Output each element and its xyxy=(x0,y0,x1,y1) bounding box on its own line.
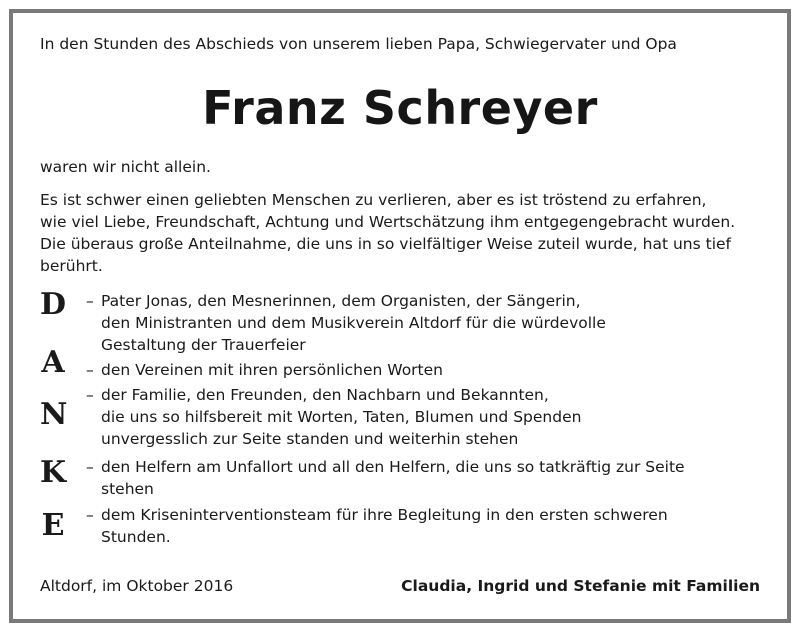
danke-letter-k: K xyxy=(40,455,67,490)
item-line: Gestaltung der Trauerfeier xyxy=(101,336,306,354)
signature: Claudia, Ingrid und Stefanie mit Familien xyxy=(401,577,760,595)
place-date: Altdorf, im Oktober 2016 xyxy=(40,577,234,595)
item-line: stehen xyxy=(101,480,154,498)
item-line: dem Kriseninterventionsteam für ihre Begleitung in den ersten schweren xyxy=(101,506,668,524)
thanks-paragraph xyxy=(40,189,735,277)
danke-item-n xyxy=(86,384,581,450)
item-line: Pater Jonas, den Mesnerinnen, dem Organisten, der Sängerin, xyxy=(101,292,581,310)
danke-letter-e: E xyxy=(41,508,65,543)
dash: – xyxy=(86,506,94,524)
dash: – xyxy=(86,386,94,404)
item-line: Stunden. xyxy=(101,528,171,546)
danke-item-k xyxy=(86,456,685,500)
dash: – xyxy=(86,361,94,379)
deceased-name: Franz Schreyer xyxy=(202,81,598,135)
item-line: den Vereinen mit ihren persönlichen Worten xyxy=(101,361,443,379)
paragraph-line: berührt. xyxy=(40,257,103,275)
after-name-line: waren wir nicht allein. xyxy=(40,158,211,176)
danke-letter-n: N xyxy=(40,397,68,432)
item-line: den Helfern am Unfallort und all den Helfern, die uns so tatkräftig zur Seite xyxy=(101,458,685,476)
danke-item-a xyxy=(86,359,443,381)
item-line: unvergesslich zur Seite standen und weiterhin stehen xyxy=(101,430,519,448)
item-line: der Familie, den Freunden, den Nachbarn und Bekannten, xyxy=(101,386,549,404)
dash: – xyxy=(86,458,94,476)
danke-item-e xyxy=(86,504,668,548)
dash: – xyxy=(86,292,94,310)
danke-letter-a: A xyxy=(41,345,65,380)
paragraph-line: wie viel Liebe, Freundschaft, Achtung und Wertschätzung ihm entgegengebracht wurden. xyxy=(40,213,736,231)
paragraph-line: Es ist schwer einen geliebten Menschen zu verlieren, aber es ist tröstend zu erfahren, xyxy=(40,191,707,209)
item-line: den Ministranten und dem Musikverein Altdorf für die würdevolle xyxy=(101,314,606,332)
item-line: die uns so hilfsbereit mit Worten, Taten, Blumen und Spenden xyxy=(101,408,582,426)
danke-letter-d: D xyxy=(40,287,67,322)
danke-item-d xyxy=(86,290,606,356)
paragraph-line: Die überaus große Anteilnahme, die uns in so vielfältiger Weise zuteil wurde, hat uns tief xyxy=(40,235,732,253)
intro-line: In den Stunden des Abschieds von unserem lieben Papa, Schwiegervater und Opa xyxy=(40,35,677,53)
